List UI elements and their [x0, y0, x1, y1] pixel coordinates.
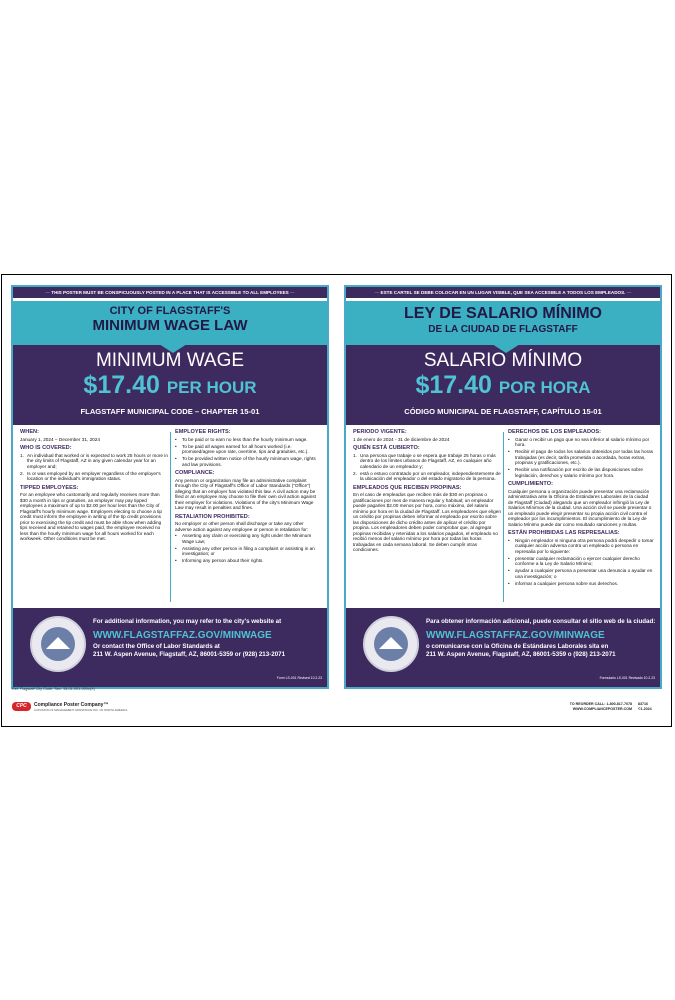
list-item: 2. Is or was employed by an employer regardless of the employer's location or the individual's immigration status. [20, 470, 161, 481]
spanish-column-right [508, 430, 654, 588]
english-banner: — THIS POSTER MUST BE CONSPICUOUSLY POSTED IN A PLACE THAT IS ACCESSIBLE TO ALL EMPLOYEES — [13, 287, 327, 298]
title-line2: DE LA CIUDAD DE FLAGSTAFF [428, 324, 578, 335]
poster-date-code: ©1.2024 [638, 706, 652, 711]
list-item: • informar a cualquier persona sobre sus derechos. [508, 580, 619, 586]
retaliation-heading: RETALIATION PROHIBITED: [175, 513, 250, 520]
info-line2: o comunicarse con la Oficina de Estándares Laborales sita en [426, 643, 609, 650]
info-url: WWW.FLAGSTAFFAZ.GOV/MINWAGE [93, 630, 272, 641]
info-line3: 211 W. Aspen Avenue, Flagstaff, AZ, 86001-5359 o (928) 213-2071 [426, 651, 616, 658]
cpc-logo: CPC [12, 702, 31, 711]
tipped-heading: EMPLEADOS QUE RECIBEN PROPINAS: [353, 484, 462, 491]
wage-amount: $17.40 POR HORA [415, 371, 591, 399]
reorder-info [568, 702, 632, 711]
poster-frame [1, 274, 672, 727]
list-item: • Recibir una notificación por escrito de las disposiciones sobre legislación, derechos y salario mínimo por hora. [508, 467, 643, 478]
list-item: • Assisting any other person in filing a complaint or assisting in an investigation; or [175, 545, 315, 556]
code-reference: Ref: Flagstaff City Code, Sec. 15-01-001-000x(X) [12, 687, 95, 691]
list-item: 2. está o estuvo contratado por un empleador, independientemente de la ubicación del empleador o del estado migratorio de la persona. [353, 470, 501, 481]
compliance-text: Any person or organization may file an administrative complaint through the City of Flagstaff's Office of Labor Standards ("Office") alleging that an employer has violated this law. A civil action may be filed or an employee may choose to file their own civil action against their employer for violations. Violations of the city's Minimum Wage Law may result in penalties and fines. [175, 477, 316, 510]
list-item: • Recibir el pago de todos los salarios obtenidos por todas las horas trabajadas (es decir, tarifa prometida o acordada, horas extras, propinas y gratificaciones, etc.). [508, 449, 654, 465]
english-column-right [175, 430, 321, 565]
city-seal-icon [30, 616, 86, 672]
spanish-panel [344, 285, 662, 689]
compliance-heading: COMPLIANCE: [175, 470, 215, 476]
wage-label: SALARIO MÍNIMO [423, 350, 583, 371]
title-line1: CITY OF FLAGSTAFF'S [109, 305, 231, 317]
poster-codes [638, 702, 652, 711]
list-item: • ayudar a cualquier persona a presentar una denuncia o ayudar en una investigación; o [508, 568, 653, 579]
info-line1: For additional information, you may refer to the city's website at [93, 618, 282, 625]
form-number: Formulario LS-001 Revisado 10.2.23 [599, 676, 655, 680]
poster-code: 83716 [638, 702, 648, 706]
title-band-arrow [159, 344, 187, 353]
rights-heading: EMPLOYEE RIGHTS: [175, 429, 231, 435]
covered-heading: WHO IS COVERED: [20, 445, 72, 451]
list-item: • Ningún empleador ni ninguna otra persona podrá despedir o tomar cualquier acción adversa contra un empleado o persona en represalia por lo siguiente: [508, 537, 654, 554]
tipped-text: En el caso de empleados que reciben más de $30 en propinas o gratificaciones por mes de manera regular y habitual; un empleador puede pagarles $2.00 menos por hora, como máximo, del salario mínimo por hora en la ciudad de Flagstaff. Los empleadores que eligen un crédito por propinas deben informar al empleado por escrito sobre las disposiciones de dicho crédito antes de aplicar el crédito por propina. Los empleadores deben poder comprobar que, al agregar propinas recibidas y retenidas a los salarios pagados, el empleado no recibió menos del salario mínimo por hora por todas las horas trabajadas en cada semana laboral. Se deben cumplir otras condiciones. [353, 492, 501, 552]
list-item: 1. An individual that worked or is expected to work 25 hours or more in the city limits of Flagstaff, AZ in any given calendar year for an employer and; [20, 452, 168, 469]
list-item: • To be paid or to earn no less than the hourly minimum wage. [175, 436, 308, 442]
reorder-phone: TO REORDER CALL: 1-800-817-7078 [569, 702, 632, 706]
list-item: • Ganar o recibir un pago que no sea inferior al salario mínimo por hora. [508, 436, 650, 447]
column-divider [503, 432, 504, 602]
list-item: • To be provided written notice of the hourly minimum wage, rights and law provisions. [175, 456, 316, 467]
list-item: • Asserting any claim or exercising any right under the Minimum Wage Law; [175, 533, 312, 544]
when-text: January 1, 2024 – December 31, 2024 [20, 436, 101, 442]
tipped-heading: TIPPED EMPLOYEES: [20, 484, 79, 491]
list-item: 1. Una persona que trabaje o se espera que trabaje 25 horas o más dentro de los límites urbanos de Flagstaff, AZ, en cualquier año calendario de un empleador y; [353, 452, 496, 469]
list-item: • Informing any person about their rights. [175, 558, 264, 563]
info-url: WWW.FLAGSTAFFAZ.GOV/MINWAGE [426, 630, 605, 641]
info-line2: Or contact the Office of Labor Standards at [93, 643, 220, 650]
municipal-code: CÓDIGO MUNICIPAL DE FLAGSTAFF, CAPÍTULO 15-01 [404, 407, 602, 416]
brand-name: Compliance Poster Company™ [34, 702, 109, 708]
municipal-code: FLAGSTAFF MUNICIPAL CODE – CHAPTER 15-01 [80, 407, 260, 416]
when-text: 1 de enero de 2024 - 31 de diciembre de 2024 [353, 436, 450, 442]
wage-label: MINIMUM WAGE [95, 350, 245, 371]
wage-amount: $17.40 PER HOUR [83, 371, 257, 399]
title-band-arrow [492, 344, 520, 353]
wage-unit: PER HOUR [166, 378, 257, 397]
form-number: Form LS-001 Revised 10.2.23 [276, 676, 322, 680]
wage-unit: POR HORA [498, 378, 591, 397]
when-heading: WHEN: [20, 429, 39, 435]
english-column-left [20, 430, 168, 543]
retaliation-text: No employer or other person shall discharge or take any other adverse action against any employee or person in retaliation for: [175, 521, 309, 532]
compliance-text: Cualquier persona u organización puede presentar una reclamación administrativa ante la Oficina de Estándares Laborales de la ciudad de Flagstaff (Ciudad) alegando que un empleador infringió la Ley de Salarios Mínimos de la ciudad. Una acción civil se puede presentar o un empleado puede elegir presentar su propia acción civil contra el empleador por los incumplimientos. El incumplimiento de la Ley de Salario Mínimo puede dar como resultado sanciones y multas. [508, 488, 652, 527]
brand-subtitle: A DIVISION OF MANAGEMENT ASSISTANCE INC. OF NORTH AMERICA [34, 708, 128, 712]
title-line2: MINIMUM WAGE LAW [92, 317, 248, 334]
list-item: • presentar cualquier reclamación o ejercer cualquier derecho conforme a la Ley de Salario Mínimo; [508, 555, 640, 566]
spanish-banner: — ESTE CARTEL SE DEBE COLOCAR EN UN LUGAR VISIBLE, QUE SEA ACCESIBLE A TODOS LOS EMPLEADOS. — [346, 287, 660, 298]
title-line1: LEY DE SALARIO MÍNIMO [404, 305, 602, 322]
compliance-heading: CUMPLIMIENTO: [508, 481, 553, 487]
city-seal-icon [363, 616, 419, 672]
english-panel [11, 285, 329, 689]
covered-heading: QUIÉN ESTÁ CUBIERTO: [353, 445, 420, 451]
spanish-column-left [353, 430, 501, 554]
info-line1: Para obtener información adicional, puede consultar el sitio web de la ciudad: [426, 618, 656, 625]
list-item: • To be paid all wages earned for all hours worked (i.e. promised/agree upon rate, overtime, tips and gratuities, etc.). [175, 443, 309, 454]
retaliation-heading: ESTÁN PROHIBIDAS LAS REPRESALIAS: [508, 530, 620, 536]
info-line3: 211 W. Aspen Avenue, Flagstaff, AZ, 86001-5359 or (928) 213-2071 [93, 651, 286, 658]
column-divider [170, 432, 171, 602]
when-heading: PERIODO VIGENTE: [353, 429, 407, 435]
tipped-text: For an employee who customarily and regularly receives more than $30 a month in tips or gratuities, an employer may pay tipped employees a maximum of up to $2.00 per hour less than the City of Flagstaff's hourly minimum wage. Employers electing to choose a tip credit must inform the employee in writing of the tip credit provisions prior to exercising the tip credit and must be able show when adding tips received and retained to wages paid, the employee received no less than the hourly minimum wage for all hours worked for each workweek. Other conditions must be met. [20, 492, 163, 541]
reorder-website: WWW.COMPLIANCEPOSTER.COM [572, 706, 632, 711]
rights-heading: DERECHOS DE LOS EMPLEADOS: [508, 429, 601, 435]
